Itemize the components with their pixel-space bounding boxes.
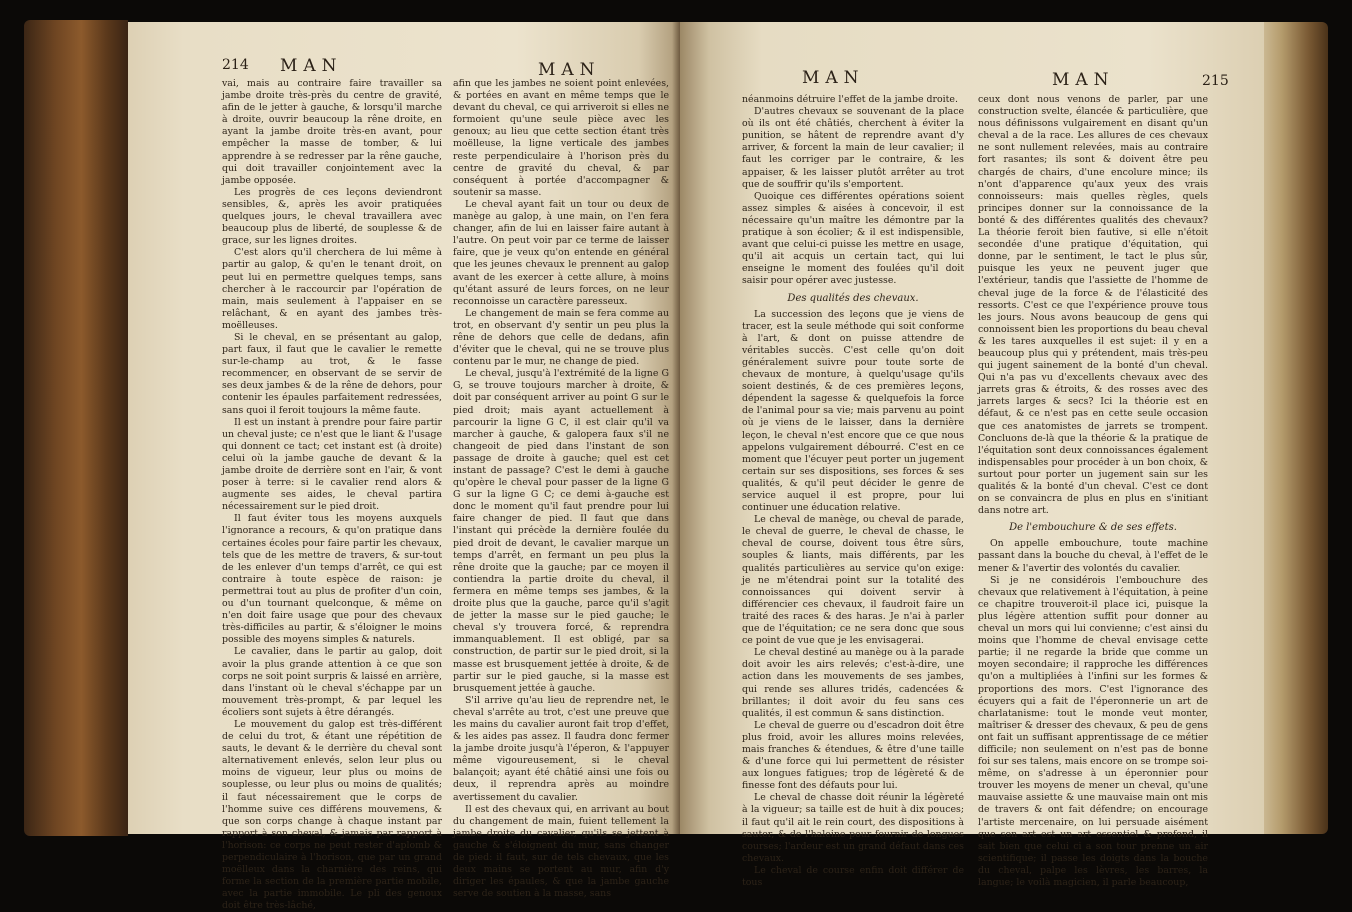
- right-page: [680, 22, 1264, 888]
- section-heading: De l'embouchure & de ses effets.: [1009, 522, 1177, 534]
- paragraph: Le cheval destiné au manège ou à la parade doit avoir les airs relevés; c'est-à-dire, une action dans les mouvements de ses jambes, qui rende ses allures tridés, cadencées & brillantes; il doit avoir du feu sans ces qualités, il est commun & sans distinction.: [742, 647, 964, 719]
- paragraph: Le cavalier, dans le partir au galop, doit avoir la plus grande attention à ce que son corps ne soit point surpris & laissé en arrière, dans l'instant où le cheval s'échappe par un mouvement très-prompt, & par lequel les écoliers sont sujets à être dérangés.: [222, 646, 442, 718]
- paragraph: Il est des chevaux qui, en arrivant au bout du changement de main, fuient tellement la jambe droite du cavalier, qu'ils se jettent à gauche & s'éloignent du mur, sans changer de pied: il faut, sur de tels chevaux, que les deux mains se portent au mur, afin d'y diriger les épaules, & que la jambe gauche serve de soutien à la masse, sans: [453, 803, 669, 900]
- left-page: [128, 22, 683, 912]
- book-cover-left: [24, 20, 128, 836]
- right-column-1: [742, 94, 964, 889]
- paragraph: ceux dont nous venons de parler, par une construction svelte, élancée & particulière, que nous définissons vulgairement en disant qu'un cheval a de la race. Les allures de ces chevaux ne sont nullement relevées, mais au contraire fort rasantes; ils sont & doivent être peu chargés de chairs, d'une encolure mince; ils n'ont d'apparence qu'aux yeux des vrais connoisseurs: mais quelles règles, quels principes donner sur la connoissance de la bonté & des différentes qualités des chevaux? La théorie feroit bien fautive, si elle n'étoit secondée d'une pratique d'équitation, qui donne, par le sentiment, le tact le plus sûr, puisque les yeux ne peuvent juger que l'extérieur, tandis que l'assiette de l'homme de cheval juge de la force & de l'élasticité des ressorts. C'est ce que l'expérience prouve tous les jours. Nous avons beaucoup de gens qui connoissent bien les proportions du beau cheval & les tares auxquelles il est sujet: il y en a beaucoup plus qui y prétendent, mais très-peu qui jugent sainement de la bonté d'un cheval. Qui n'a pas vu d'excellents chevaux avec des jarrets gras & étroits, & des rosses avec des jarrets larges & secs? Ici la théorie est en défaut, & ce n'est pas en cette seule occasion que ces anatomistes de jarrets se trompent. Concluons de-là que la théorie & la pratique de l'équitation sont deux connoissances également indispensables pour procéder à un bon choix, & surtout pour porter un jugement sain sur les qualités & la bonté d'un cheval. C'est ce dont on se convaincra de plus en plus en s'initiant dans notre art.: [978, 94, 1208, 517]
- page-number-right: 215: [1202, 73, 1229, 89]
- paragraph: Le cheval de course enfin doit différer de tous: [742, 864, 964, 888]
- paragraph: néanmoins détruire l'effet de la jambe droite.: [742, 94, 958, 105]
- paragraph: La succession des leçons que je viens de tracer, est la seule méthode qui soit conforme à l'art, & dont on puisse attendre de véritables succès. C'est celle qu'on doit généralement suivre pour toute sorte de chevaux de monture, à quelqu'usage qu'ils soient destinés, & de ces premières leçons, dépendent la sagesse & quelquefois la force de l'animal pour sa vie; mais parvenu au point où je viens de le laisser, dans la dernière leçon, le cheval n'est encore que ce que nous appelons vulgairement débourré. C'est en ce moment que l'écuyer peut porter un jugement certain sur ses dispositions, ses forces & ses qualités, & qu'il peut décider le genre de service auquel il est propre, pour lui continuer une éducation relative.: [742, 308, 964, 514]
- paragraph: S'il arrive qu'au lieu de reprendre net, le cheval s'arrête au trot, c'est une preuve que les mains du cavalier auront fait trop d'effet, & les aides pas assez. Il faudra donc fermer la jambe droite jusqu'à l'éperon, & l'appuyer même vigoureusement, si le cheval balançoit; ayant été châtié ainsi une fois ou deux, il reprendra après au moindre avertissement du cavalier.: [453, 694, 669, 803]
- paragraph: Le cheval, jusqu'à l'extrémité de la ligne G G, se trouve toujours marcher à droite, & doit par conséquent arriver au point G sur le pied droit; mais ayant actuellement à parcourir la ligne G C, il est clair qu'il va marcher à gauche, & galopera faux s'il ne changeoit de pied dans l'instant de son passage de droite à gauche; quel est cet instant de passage? C'est le demi à gauche qu'opère le cheval pour passer de la ligne G G sur la ligne G C; ce demi à-gauche est donc le moment qu'il faut prendre pour lui faire changer de pied. Il faut que dans l'instant qui précède la dernière foulée du pied droit de devant, le cavalier marque un temps d'arrêt, en fermant un peu plus la rêne droite que la gauche; par ce moyen il contiendra la partie droite du cheval, il fermera en même temps ses jambes, & la droite plus que la gauche, parce qu'il s'agit de jetter la masse sur le pied gauche; le cheval s'y trouvera forcé, & reprendra immanquablement. Il est obligé, par sa construction, de partir sur le pied droit, si la masse est brusquement jettée à droite, & de partir sur le pied gauche, si la masse est brusquement jettée à gauche.: [453, 368, 669, 694]
- paragraph: Le mouvement du galop est très-différent de celui du trot, & étant une répétition de sauts, le devant & le derrière du cheval sont alternativement enlevés, selon leur plus ou moins de vigueur, leur plus ou moins de souplesse, ou leur plus ou moins de qualités; il faut nécessairement que le corps de l'homme suive ces différens mouvemens, & que son corps change à chaque instant par rapport à son cheval, & jamais par rapport à l'horison: ce corps ne peut rester d'aplomb & perpendiculaire à l'horison, que par un grand moëlleux dans la charnière des reins, qui forme la section de la première partie mobile, avec la partie immobile. Le pli des genoux doit être très-lâché,: [222, 718, 442, 912]
- section-heading: Des qualités des chevaux.: [787, 292, 919, 304]
- paragraph: Le cheval de manège, ou cheval de parade, le cheval de guerre, le cheval de chasse, le cheval de course, doivent tous être sûrs, souples & liants, mais différents, par les qualités particulières au service qu'on exige: je ne m'étendrai point sur la totalité des connoissances qui doivent servir à différencier ces chevaux, il faudroit faire un traité des races & des haras. Je n'ai à parler que de l'équitation; ce ne sera donc que sous ce point de vue que je les envisagerai.: [742, 514, 964, 647]
- paragraph: Le changement de main se fera comme au trot, en observant d'y sentir un peu plus la rêne de dehors que celle de dedans, afin d'éviter que le cheval, qui ne se trouve plus contenu par le mur, ne change de pied.: [453, 307, 669, 368]
- paragraph: Le cheval ayant fait un tour ou deux de manège au galop, à une main, on l'en fera changer, afin de lui en laisser faire autant à l'autre. On peut voir par ce terme de laisser faire, que je veux qu'on entende en général que les jeunes chevaux le prennent au galop avant de les exercer à cette allure, à moins qu'étant assuré de leurs forces, on ne leur reconnoisse un caractère paresseux.: [453, 198, 669, 307]
- paragraph: Le cheval de guerre ou d'escadron doit être plus froid, avoir les allures moins relevées, mais franches & étendues, & être d'une taille & d'une force qui lui permettent de résister aux longues fatigues; trop de légèreté & de finesse font des défauts pour lui.: [742, 719, 964, 792]
- paragraph: Le cheval de chasse doit réunir la légèreté à la vigueur; sa taille est de huit à dix pouces; il faut qu'il ait le rein court, des dispositions à sauter, & de l'haleine pour fournir de longues courses; l'ardeur est un grand défaut dans ces chevaux.: [742, 792, 964, 864]
- running-head-left-2: MAN: [538, 60, 601, 80]
- book-cover-right: [1262, 22, 1328, 834]
- left-column-2: [453, 78, 669, 900]
- paragraph: afin que les jambes ne soient point enlevées, & portées en avant en même temps que le devant du cheval, ce qui arriveroit si elles ne formoient qu'une seule pièce avec les genoux; au lieu que cette section étant très moëlleuse, la ligne verticale des jambes reste perpendiculaire à l'horison près du centre de gravité du cheval, & par conséquent à portée d'accompagner & soutenir sa masse.: [453, 78, 669, 198]
- paragraph: On appelle embouchure, toute machine passant dans la bouche du cheval, à l'effet de le mener & l'avertir des volontés du cavalier.: [978, 538, 1208, 574]
- paragraph: Il faut éviter tous les moyens auxquels l'ignorance a recours, & qu'on pratique dans certaines écoles pour faire partir les chevaux, tels que de les mettre de travers, & sur-tout de les enlever d'un temps d'arrêt, ce qui est contraire à toute espèce de raison: je permettrai tout au plus de profiter d'un coin, ou d'un tournant quelconque, & même on n'en doit faire usage que pour des chevaux très-difficiles au partir, & s'éloigner le moins possible des moyens simples & naturels.: [222, 513, 442, 646]
- paragraph: Si je ne considérois l'embouchure des chevaux que relativement à l'équitation, à peine ce chapitre trouveroit-il place ici, puisque la plus légère attention suffit pour donner au cheval un mors qui lui convienne; c'est ainsi du moins que l'homme de cheval envisage cette partie; il ne regarde la bride que comme un moyen secondaire; il rapproche les différences qu'on a multipliées à l'infini sur les formes & proportions des mors. C'est l'ignorance des écuyers qui a fait de l'éperonnerie un art de charlatanisme: tout le monde veut monter, maîtriser & dresser des chevaux, & peu de gens ont fait un suffisant apprentissage de ce métier difficile; non seulement on n'est pas de bonne foi sur ses talens, mais encore on se trompe soi-même, on s'adresse à un éperonnier pour trouver les moyens de mener un cheval, qu'une mauvaise assiette & une mauvaise main ont mis de travers & ont fait défendre; on encourage l'artiste mercenaire, on lui persuade aisément que son art est un art essentiel & profond, il sait bien que celui ci a son tour prenne un air scientifique; il passe les doigts dans la bouche du cheval, palpe les lèvres, les barres, la langue; le voilà magicien, il parle beaucoup,: [978, 574, 1208, 888]
- running-head-left-1: MAN: [280, 56, 343, 76]
- paragraph: Si le cheval, en se présentant au galop, part faux, il faut que le cavalier le remette sur-le-champ au trot, & le fasse recommencer, en observant de se servir de ses deux jambes & de la rêne de dehors, pour contenir les épaules parfaitement redressées, sans quoi il feroit toujours la même faute.: [222, 331, 442, 416]
- running-head-right-1: MAN: [802, 68, 865, 88]
- running-head-right-2: MAN: [1052, 70, 1115, 90]
- paragraph: Il est un instant à prendre pour faire partir un cheval juste; ce n'est que le liant & l'usage qui donnent ce tact; cet instant est (à droite) celui où la jambe gauche de devant & la jambe droite de derrière sont en l'air, & vont poser à terre: si le cavalier rend alors & augmente ses aides, le cheval partira nécessairement sur le pied droit.: [222, 416, 442, 513]
- right-column-2: [978, 94, 1208, 889]
- page-number-left: 214: [222, 57, 249, 73]
- paragraph: Les progrès de ces leçons deviendront sensibles, &, après les avoir pratiquées quelques jours, le cheval travaillera avec beaucoup plus de liberté, de souplesse & de grace, sur les lignes droites.: [222, 186, 442, 247]
- paragraph: vai, mais au contraire faire travailler sa jambe droite très-près du centre de gravité, afin de le jetter à gauche, & lorsqu'il marche à droite, ouvrir beaucoup la rêne droite, en ayant la jambe droite très-en avant, pour empêcher la masse de tomber, & lui apprendre à se redresser par la rêne gauche, qui doit travailler conjointement avec la jambe opposée.: [222, 78, 442, 186]
- left-column-1: [222, 78, 442, 912]
- paragraph: D'autres chevaux se souvenant de la place où ils ont été châtiés, cherchent à éviter la punition, se hâtent de reprendre avant d'y arriver, & forcent la main de leur cavalier; il faut les corriger par le contraire, & les appaiser, & les laisser plutôt arrêter au trot que de souffrir qu'ils s'emportent.: [742, 106, 964, 190]
- paragraph: C'est alors qu'il cherchera de lui même à partir au galop, & qu'en le tenant droit, on peut lui en permettre quelques temps, sans chercher à le raccourcir par l'opération de main, mais seulement à l'appaiser en se relâchant, & en ayant des jambes très-moëlleuses.: [222, 247, 442, 331]
- paragraph: Quoique ces différentes opérations soient assez simples & aisées à concevoir, il est nécessaire qu'un maître les démontre par la pratique à son écolier; & il est indispensible, avant que celui-ci puisse les mettre en usage, qu'il ait acquis un certain tact, qui lui enseigne le moment des foulées qu'il doit saisir pour opérer avec justesse.: [742, 190, 964, 287]
